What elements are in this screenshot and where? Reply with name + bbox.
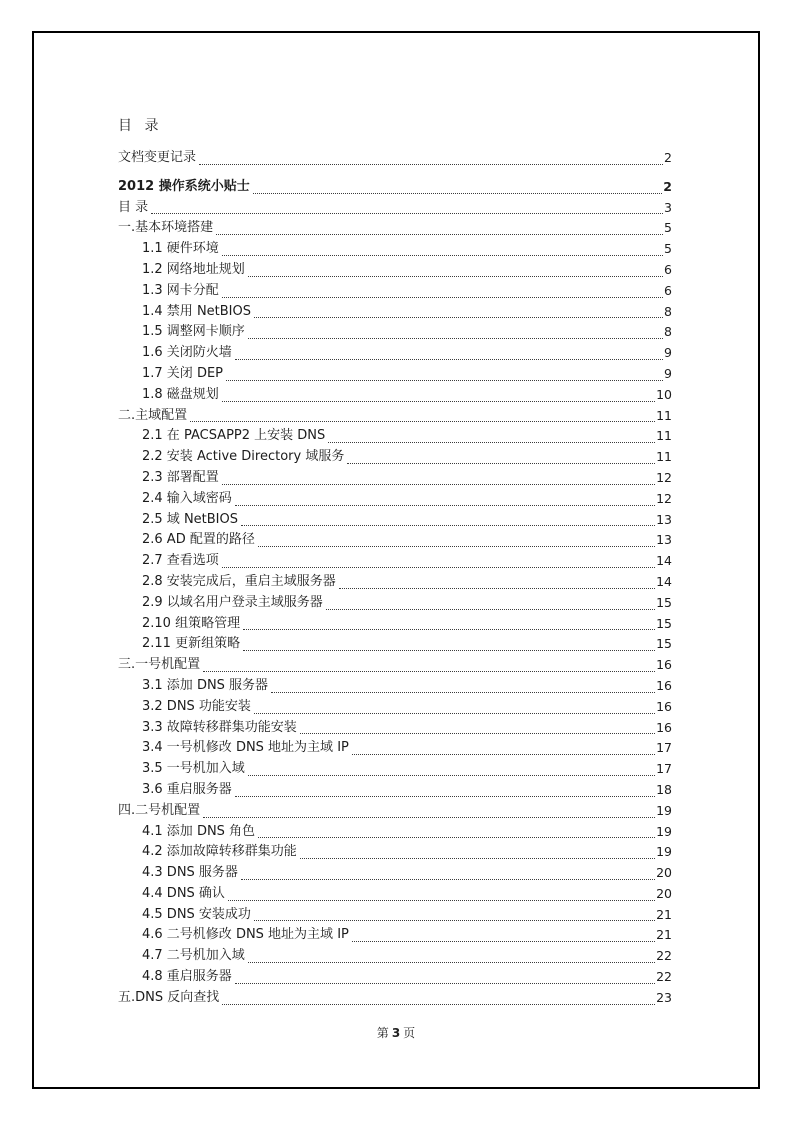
toc-entry-page: 9 xyxy=(664,365,672,381)
toc-entry[interactable] xyxy=(34,738,758,759)
dot-leader xyxy=(248,775,655,776)
toc-entry-label: 2.5 域 NetBIOS xyxy=(142,511,238,527)
toc-entry-label: 1.1 硬件环境 xyxy=(142,241,219,257)
toc-entry-page: 11 xyxy=(656,428,672,444)
toc-entry-page: 15 xyxy=(656,636,672,652)
toc-entry-page: 11 xyxy=(656,449,672,465)
footer-page-number: 3 xyxy=(391,1026,401,1040)
toc-entry-page: 22 xyxy=(656,969,672,985)
toc-entry[interactable] xyxy=(34,614,758,635)
dot-leader xyxy=(300,858,655,859)
dot-leader xyxy=(199,164,663,165)
toc-entry-label: 2.8 安装完成后，重启主域服务器 xyxy=(142,573,336,589)
dot-leader xyxy=(248,276,663,277)
toc-entry-page: 9 xyxy=(664,345,672,361)
toc-entry[interactable] xyxy=(34,510,758,531)
dot-leader xyxy=(222,255,663,256)
toc-entry-page: 12 xyxy=(656,469,672,485)
toc-entry-page: 8 xyxy=(664,303,672,319)
toc-entry-page: 23 xyxy=(656,989,672,1005)
toc-entry-label: 2.1 在 PACSAPP2 上安装 DNS xyxy=(142,428,326,444)
toc-entry[interactable] xyxy=(34,343,758,364)
toc-entry[interactable] xyxy=(34,489,758,510)
toc-entry-page: 16 xyxy=(656,677,672,693)
toc-entry[interactable] xyxy=(34,759,758,780)
footer-suffix: 页 xyxy=(403,1026,416,1040)
dot-leader xyxy=(235,359,663,360)
dot-leader xyxy=(339,588,655,589)
toc-entry-label: 2.11 更新组策略 xyxy=(142,636,241,652)
toc-entry-page: 14 xyxy=(656,553,672,569)
page-footer xyxy=(34,1025,758,1041)
dot-leader xyxy=(254,920,655,921)
dot-leader xyxy=(352,754,655,755)
toc-entry-label: 1.7 关闭 DEP xyxy=(142,365,224,381)
toc-entry-label: 4.3 DNS 服务器 xyxy=(142,865,238,881)
toc-entry-page: 17 xyxy=(656,761,672,777)
toc-entry[interactable] xyxy=(34,593,758,614)
toc-entry[interactable] xyxy=(34,925,758,946)
toc-title: 目 录 xyxy=(118,118,163,134)
dot-leader xyxy=(235,796,655,797)
toc-entry-page: 11 xyxy=(656,407,672,423)
toc-entry[interactable] xyxy=(34,801,758,822)
dot-leader xyxy=(190,421,655,422)
toc-entry[interactable] xyxy=(34,634,758,655)
dot-leader xyxy=(326,609,655,610)
toc-entry[interactable] xyxy=(34,177,758,198)
toc-entry-label: 2.2 安装 Active Directory 域服务 xyxy=(142,449,345,465)
toc-entry-label: 1.4 禁用 NetBIOS xyxy=(142,303,251,319)
dot-leader xyxy=(300,733,655,734)
toc-entry-label: 4.5 DNS 安装成功 xyxy=(142,906,251,922)
toc-entry[interactable] xyxy=(34,426,758,447)
toc-entry-label: 3.1 添加 DNS 服务器 xyxy=(142,677,269,693)
toc-entry[interactable] xyxy=(34,780,758,801)
toc-entry[interactable] xyxy=(34,988,758,1009)
dot-leader xyxy=(235,983,655,984)
dot-leader xyxy=(352,941,655,942)
toc-entry-label: 二.主域配置 xyxy=(118,407,188,423)
dot-leader xyxy=(271,692,655,693)
toc-entry-page: 6 xyxy=(664,261,672,277)
toc-entry[interactable] xyxy=(34,302,758,323)
toc-entry-label: 2.9 以域名用户登录主域服务器 xyxy=(142,594,323,610)
toc-entry-page: 20 xyxy=(656,885,672,901)
toc-entry-label: 1.2 网络地址规划 xyxy=(142,261,245,277)
toc-entry-label: 3.6 重启服务器 xyxy=(142,781,232,797)
toc-entry-page: 13 xyxy=(656,511,672,527)
dot-leader xyxy=(258,546,655,547)
toc-entry-page: 21 xyxy=(656,906,672,922)
dot-leader xyxy=(228,900,655,901)
toc-entry-page: 19 xyxy=(656,844,672,860)
toc-entry[interactable] xyxy=(34,530,758,551)
toc-entry[interactable] xyxy=(34,967,758,988)
dot-leader xyxy=(226,380,663,381)
dot-leader xyxy=(222,567,655,568)
toc-entry-label: 一.基本环境搭建 xyxy=(118,220,214,236)
toc-entry-label: 1.8 磁盘规划 xyxy=(142,386,219,402)
toc-entry[interactable] xyxy=(34,364,758,385)
toc-entry-page: 16 xyxy=(656,657,672,673)
toc-entry-page: 5 xyxy=(664,241,672,257)
toc-entry[interactable] xyxy=(34,718,758,739)
toc-entry-label: 2.10 组策略管理 xyxy=(142,615,241,631)
toc-entry-label: 2012 操作系统小贴士 xyxy=(118,178,250,194)
dot-leader xyxy=(241,879,655,880)
dot-leader xyxy=(151,213,663,214)
toc-entry-page: 13 xyxy=(656,532,672,548)
dot-leader xyxy=(203,817,655,818)
toc-entry[interactable] xyxy=(34,468,758,489)
toc-entry-label: 五.DNS 反向查找 xyxy=(118,989,220,1005)
toc-entry[interactable] xyxy=(34,572,758,593)
dot-leader xyxy=(222,401,655,402)
toc-entry[interactable] xyxy=(34,946,758,967)
toc-entry-page: 6 xyxy=(664,282,672,298)
toc-entry[interactable] xyxy=(34,863,758,884)
toc-entry-page: 20 xyxy=(656,865,672,881)
toc-entry-label: 2.7 查看选项 xyxy=(142,553,219,569)
toc-entry-label: 4.2 添加故障转移群集功能 xyxy=(142,844,297,860)
toc-entry-label: 4.1 添加 DNS 角色 xyxy=(142,823,256,839)
toc-entry-label: 4.4 DNS 确认 xyxy=(142,885,225,901)
toc-entry[interactable] xyxy=(34,655,758,676)
toc-entry[interactable] xyxy=(34,239,758,260)
dot-leader xyxy=(248,962,655,963)
toc-entry-label: 2.3 部署配置 xyxy=(142,469,219,485)
toc-entry-label: 4.7 二号机加入域 xyxy=(142,948,245,964)
toc-entry-page: 15 xyxy=(656,594,672,610)
toc-entry-page: 16 xyxy=(656,719,672,735)
dot-leader xyxy=(241,525,655,526)
dot-leader xyxy=(243,650,655,651)
toc-entry-page: 2 xyxy=(664,150,672,165)
dot-leader xyxy=(222,297,663,298)
toc-entry-page: 12 xyxy=(656,490,672,506)
toc-entry[interactable] xyxy=(34,281,758,302)
dot-leader xyxy=(258,837,655,838)
toc-entry-label: 4.6 二号机修改 DNS 地址为主域 IP xyxy=(142,927,349,943)
toc-list xyxy=(34,148,758,1009)
dot-leader xyxy=(248,338,663,339)
toc-entry[interactable] xyxy=(34,385,758,406)
toc-entry[interactable] xyxy=(34,842,758,863)
dot-leader xyxy=(243,629,655,630)
toc-entry[interactable] xyxy=(34,884,758,905)
toc-entry-label: 3.2 DNS 功能安装 xyxy=(142,698,251,714)
toc-entry-label: 1.5 调整网卡顺序 xyxy=(142,324,245,340)
toc-entry-label: 3.5 一号机加入域 xyxy=(142,761,245,777)
toc-entry-page: 3 xyxy=(664,199,672,215)
toc-entry[interactable] xyxy=(34,406,758,427)
toc-entry-label: 2.4 输入域密码 xyxy=(142,490,232,506)
toc-entry-label: 文档变更记录 xyxy=(118,150,197,165)
toc-entry-label: 3.4 一号机修改 DNS 地址为主域 IP xyxy=(142,740,349,756)
toc-entry[interactable] xyxy=(34,198,758,219)
toc-entry-label: 目 录 xyxy=(118,199,149,215)
toc-entry-page: 21 xyxy=(656,927,672,943)
dot-leader xyxy=(216,234,663,235)
toc-entry[interactable] xyxy=(34,218,758,239)
toc-entry[interactable] xyxy=(34,260,758,281)
dot-leader xyxy=(203,671,655,672)
toc-entry-page: 15 xyxy=(656,615,672,631)
toc-entry-page: 18 xyxy=(656,781,672,797)
page-border xyxy=(32,31,760,1089)
dot-leader xyxy=(254,713,655,714)
toc-entry-page: 5 xyxy=(664,220,672,236)
toc-entry-page: 14 xyxy=(656,573,672,589)
toc-entry[interactable] xyxy=(34,322,758,343)
toc-entry-label: 四.二号机配置 xyxy=(118,802,201,818)
dot-leader xyxy=(222,484,655,485)
toc-entry[interactable] xyxy=(34,905,758,926)
dot-leader xyxy=(253,193,663,194)
dot-leader xyxy=(347,463,655,464)
toc-entry-page: 10 xyxy=(656,386,672,402)
toc-entry-label: 1.3 网卡分配 xyxy=(142,282,219,298)
toc-entry-page: 17 xyxy=(656,740,672,756)
dot-leader xyxy=(222,1004,655,1005)
toc-entry[interactable] xyxy=(34,148,758,169)
toc-entry-page: 19 xyxy=(656,823,672,839)
toc-entry[interactable] xyxy=(34,697,758,718)
toc-entry-label: 1.6 关闭防火墙 xyxy=(142,345,232,361)
toc-entry-page: 19 xyxy=(656,802,672,818)
toc-entry-page: 2 xyxy=(663,178,672,194)
toc-entry-label: 三.一号机配置 xyxy=(118,657,201,673)
dot-leader xyxy=(235,505,655,506)
dot-leader xyxy=(328,442,655,443)
toc-entry-page: 8 xyxy=(664,324,672,340)
toc-entry-page: 16 xyxy=(656,698,672,714)
toc-entry[interactable] xyxy=(34,551,758,572)
toc-entry[interactable] xyxy=(34,676,758,697)
toc-entry-label: 3.3 故障转移群集功能安装 xyxy=(142,719,297,735)
toc-entry[interactable] xyxy=(34,447,758,468)
footer-prefix: 第 xyxy=(376,1026,389,1040)
toc-entry[interactable] xyxy=(34,822,758,843)
toc-entry-label: 4.8 重启服务器 xyxy=(142,969,232,985)
toc-entry-label: 2.6 AD 配置的路径 xyxy=(142,532,255,548)
dot-leader xyxy=(254,317,663,318)
toc-entry-page: 22 xyxy=(656,948,672,964)
